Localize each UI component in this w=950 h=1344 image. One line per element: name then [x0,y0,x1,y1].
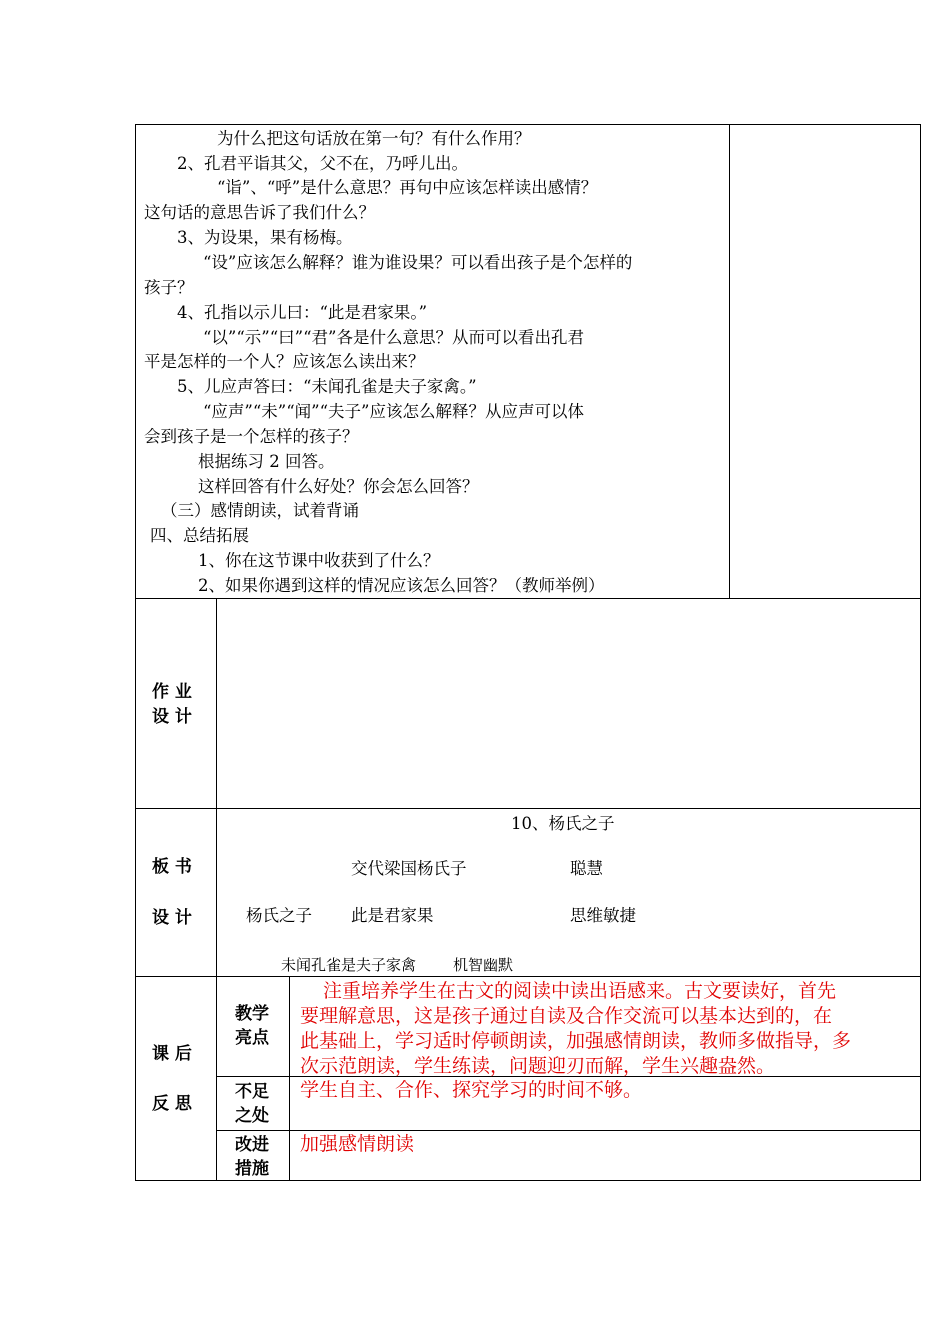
table-col-divider-label [216,598,217,1181]
homework-label-line2: 设 计 [152,707,192,727]
lesson-line: 2、如果你遇到这样的情况应该怎么回答？（教师举例） [198,576,605,595]
table-col-divider-notes [729,124,730,599]
homework-label-line1: 作 业 [152,682,192,702]
lesson-line: 为什么把这句话放在第一句？有什么作用？ [217,129,531,148]
lesson-line: 这句话的意思告诉了我们什么？ [144,203,375,222]
lesson-line: 会到孩子是一个怎样的孩子？ [144,427,359,446]
lesson-line: 2、孔君平诣其父，父不在，乃呼儿出。 [177,154,468,173]
lesson-line: （三）感情朗读，试着背诵 [161,501,359,520]
highlights-label-line2: 亮点 [235,1028,269,1048]
highlights-text: 此基础上，学习适时停顿朗读，加强感情朗读，教师多做指导，多 [300,1030,852,1052]
reflection-label-line2: 反 思 [152,1094,192,1114]
table-border-top [135,124,921,125]
improvements-text: 加强感情朗读 [300,1133,415,1155]
highlights-text: 次示范朗读，学生练读，问题迎刃而解，学生兴趣盎然。 [300,1055,776,1077]
lesson-line: “以”“示”“曰”“君”各是什么意思？从而可以看出孔君 [203,328,584,347]
lesson-line: 孩子？ [144,278,194,297]
board-item: 聪慧 [570,859,603,878]
improvements-label-line2: 措施 [235,1159,269,1179]
board-label-line2: 设 计 [152,908,192,928]
lesson-line: 这样回答有什么好处？你会怎么回答？ [198,477,479,496]
board-item: 杨氏之子 [246,906,312,925]
highlights-label-line1: 教学 [235,1004,269,1024]
highlights-text: 要理解意思，这是孩子通过自读及合作交流可以基本达到的，在 [300,1005,833,1027]
board-title: 10、杨氏之子 [511,814,615,833]
board-item: 此是君家果 [351,906,434,925]
table-row-divider [135,808,921,809]
table-row-divider [135,598,921,599]
lesson-line: “设”应该怎么解释？谁为谁设果？可以看出孩子是个怎样的 [203,253,633,272]
lesson-line: 1、你在这节课中收获到了什么？ [198,551,440,570]
table-border-left [135,124,136,1181]
shortcomings-label-line2: 之处 [235,1106,269,1126]
board-item: 交代梁国杨氏子 [351,859,467,878]
board-item: 机智幽默 [453,956,514,974]
board-item: 思维敏捷 [570,906,636,925]
lesson-line: “应声”“未”“闻”“夫子”应该怎么解释？从应声可以体 [203,402,584,421]
improvements-label-line1: 改进 [235,1135,269,1155]
lesson-line: 平是怎样的一个人？应该怎么读出来？ [144,352,425,371]
board-item: 未闻孔雀是夫子家禽 [281,956,417,974]
table-row-divider [135,976,921,977]
lesson-line: 根据练习 2 回答。 [198,452,335,471]
highlights-text: 注重培养学生在古文的阅读中读出语感来。古文要读好，首先 [323,980,837,1002]
lesson-line: 5、儿应声答曰：“未闻孔雀是夫子家禽。” [177,377,477,396]
reflection-label-line1: 课 后 [152,1044,192,1064]
board-label-line1: 板 书 [152,857,192,877]
lesson-line: 四、总结拓展 [150,526,249,545]
shortcomings-label-line1: 不足 [235,1082,269,1102]
shortcomings-text: 学生自主、合作、探究学习的时间不够。 [300,1079,643,1101]
lesson-line: 3、为设果，果有杨梅。 [177,228,353,247]
lesson-line: “诣”、“呼”是什么意思？再句中应该怎样读出感情？ [217,178,598,197]
lesson-line: 4、孔指以示儿曰：“此是君家果。” [177,303,428,322]
table-col-divider-sub [289,976,290,1181]
table-border-right [920,124,921,1181]
